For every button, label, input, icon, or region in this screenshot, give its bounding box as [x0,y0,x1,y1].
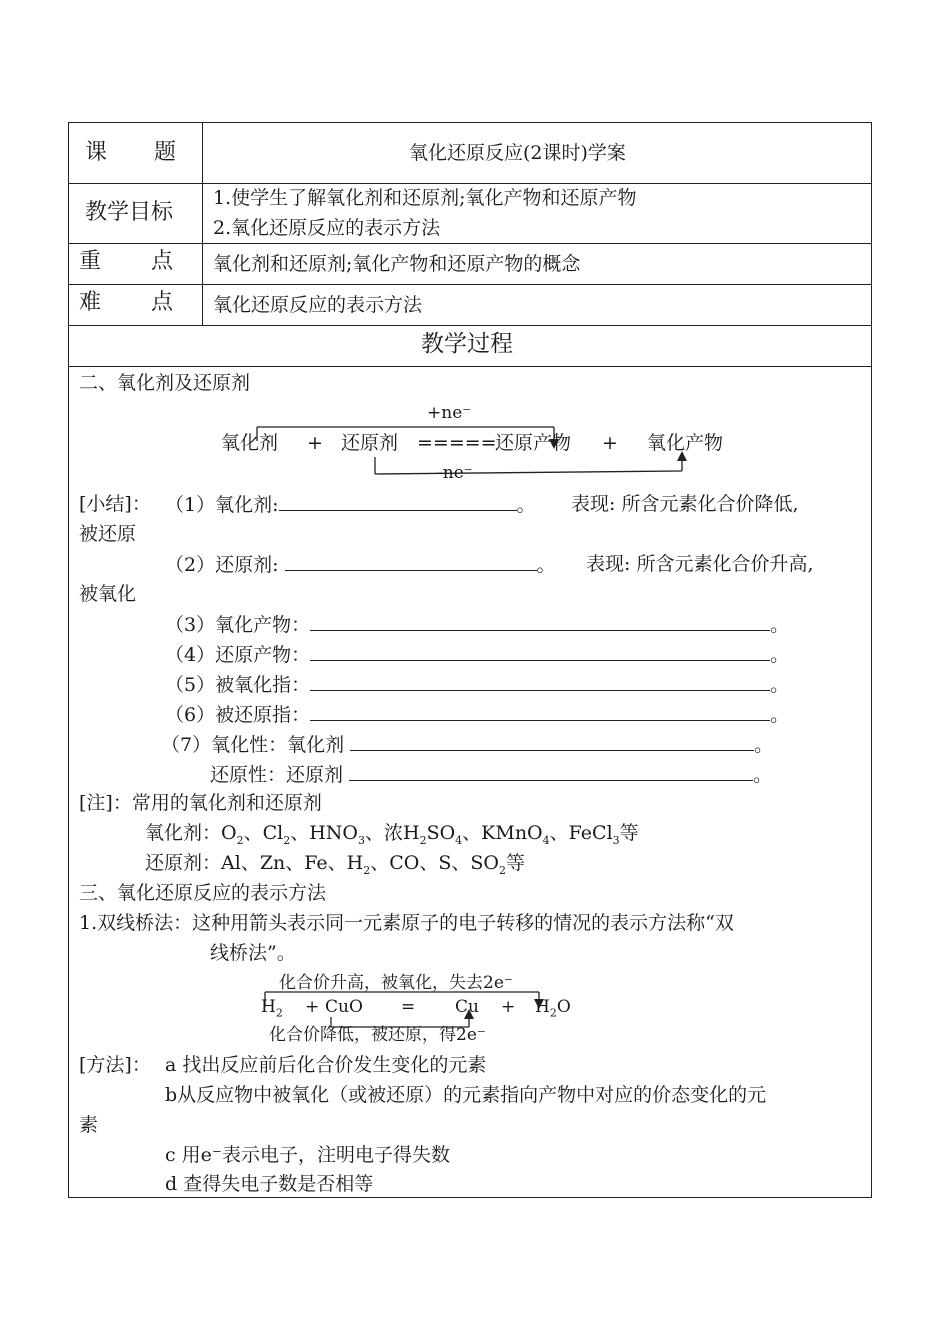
key-label: 重 点 [79,249,176,274]
summary-blank-1[interactable] [279,492,517,511]
method1-line-a: 1.双线桥法：这种用箭头表示同一元素原子的电子转移的情况的表示方法称“双 [79,912,734,934]
scheme-lower-line [375,471,682,474]
goals-label: 教学目标 [85,200,174,225]
summary-item-2-extra: 表现: 所含元素化合价升高, [586,553,814,575]
eq-plus-2: + [501,997,516,1017]
goals-row [69,184,871,244]
summary-blank-3[interactable] [310,612,770,631]
step-b-line-2: 素 [79,1114,99,1136]
summary-item-1-extra: 表现: 所含元素化合价降低, [571,493,799,515]
summary-blank-7[interactable] [350,732,754,751]
summary-item-2-wrap: 被氧化 [79,583,137,605]
scheme-plus-2: + [602,432,618,454]
eq-plus-1: + [305,997,320,1017]
summary-label: [小结]： [79,493,151,515]
gain-electrons-label: +ne⁻ [427,403,472,423]
note-label: [注]：常用的氧化剂和还原剂 [79,792,322,814]
process-title: 教学过程 [421,331,513,357]
goal-2: 2.氧化还原反应的表示方法 [213,217,441,239]
summary-blank-8[interactable] [349,762,753,781]
steps-label: [方法]： [79,1054,151,1076]
goal-1: 1.使学生了解氧化剂和还原剂;氧化产物和还原产物 [213,187,637,209]
bridge-upper-label: 化合价升高，被氧化，失去2e⁻ [279,973,513,993]
double-bridge-diagram [69,965,869,1047]
eq-h2o: $H_2O$ [535,997,571,1020]
summary-item-7: （7）氧化性：氧化剂 。 [161,734,774,756]
diff-value: 氧化还原反应的表示方法 [213,294,423,316]
step-b-line-1: b从反应物中被氧化（或被还原）的元素指向产物中对应的价态变化的元 [165,1084,767,1106]
topic-label: 课 题 [85,140,178,165]
scheme-plus-1: + [307,432,323,454]
step-d: d 查得失电子数是否相等 [165,1173,374,1195]
summary-item-4: （4）还原产物： 。 [165,644,790,666]
section3-heading: 三、氧化还原反应的表示方法 [79,882,327,904]
step-c: c 用e⁻表示电子，注明电子得失数 [165,1144,450,1166]
summary-blank-6[interactable] [310,702,770,721]
summary-item-2: （2）还原剂: 。 [165,554,556,576]
redox-scheme [69,397,869,487]
difficult-points-row [69,285,871,326]
summary-item-5: （5）被氧化指： 。 [165,674,790,696]
summary-blank-4[interactable] [310,642,770,661]
key-value: 氧化剂和还原剂;氧化产物和还原产物的概念 [213,253,581,275]
diff-label: 难 点 [79,290,176,315]
eq-equals: = [401,997,416,1017]
summary-item-6: （6）被还原指： 。 [165,704,790,726]
topic-row [69,123,871,184]
lose-electrons-label: -ne⁻ [437,463,473,483]
bridge-lower-label: 化合价降低，被还原，得2e⁻ [269,1025,486,1045]
scheme-reductant: 还原剂 [341,432,399,454]
scheme-oxidized-product: 氧化产物 [647,432,724,454]
reductants-list: 还原剂：Al、Zn、Fe、$H_2$、CO、S、$SO_2$等 [145,852,525,877]
oxidants-list: 氧化剂：$O_2$、$Cl_2$、$HNO_3$、浓$H_2SO_4$、KMnO$_4$、FeCl$_3$等 [145,822,639,847]
process-title-row [69,326,871,367]
eq-cuo: CuO [325,997,363,1017]
key-points-row [69,244,871,285]
scheme-oxidant: 氧化剂 [221,432,279,454]
eq-h2: $H_2$ [261,997,283,1020]
summary-blank-2[interactable] [285,552,537,571]
summary-blank-5[interactable] [310,672,770,691]
process-body [69,367,871,1197]
scheme-reduced-product: 还原产物 [495,432,572,454]
summary-item-8: 还原性：还原剂 。 [210,764,773,786]
method1-line-b: 线桥法”。 [210,942,296,964]
eq-cu: Cu [455,997,479,1017]
summary-item-1: （1）氧化剂: 。 [165,494,536,516]
lesson-plan-table [68,122,872,1198]
topic-value: 氧化还原反应(2课时)学案 [409,142,626,164]
summary-item-1-wrap: 被还原 [79,523,137,545]
summary-item-3: （3）氧化产物： 。 [165,614,790,636]
step-a: a 找出反应前后化合价发生变化的元素 [165,1054,487,1076]
section2-heading: 二、氧化剂及还原剂 [79,372,251,394]
scheme-equals: ===== [417,432,497,454]
